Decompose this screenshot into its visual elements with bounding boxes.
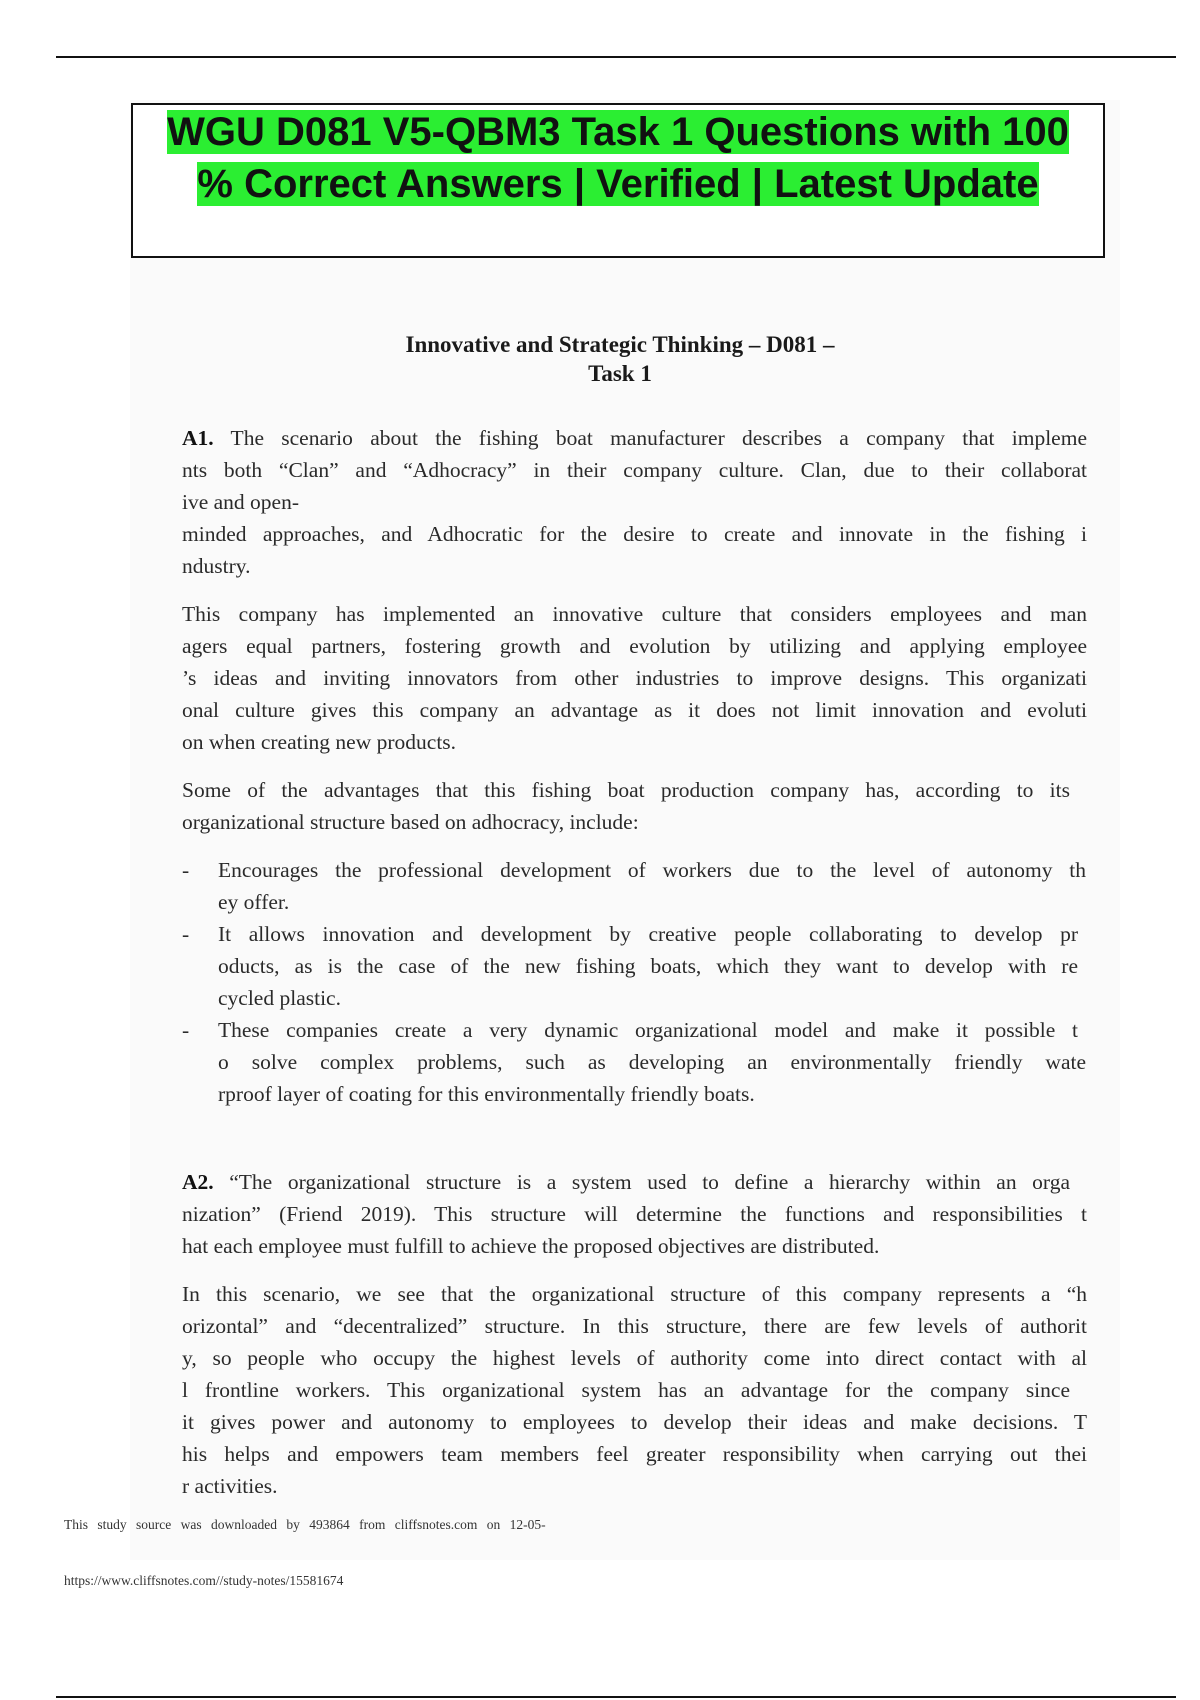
top-rule xyxy=(56,56,1176,58)
a1-paragraph-3: Some of the advantages that this fishing boat production company has, according to its organizational structure based on adhocracy, include: xyxy=(182,778,1070,834)
section-heading-line-2: Task 1 xyxy=(588,361,652,386)
a2-label: A2. xyxy=(182,1170,214,1194)
a2-paragraph-1: A2. “The organizational structure is a system used to define a hierarchy within an orga nization” (Friend 2019). This structure will determine the functions and responsibilities t hat each employee must fulfill to achieve the proposed objectives are distributed. xyxy=(182,1170,1087,1258)
section-heading xyxy=(180,330,1060,388)
list-item: - It allows innovation and development by creative people collaborating to develop pr oducts, as is the case of the new fishing boats, which they want to develop with re cycled plastic. xyxy=(182,922,1078,1010)
document-title-box xyxy=(131,103,1105,258)
download-source-note: This study source was downloaded by 493864 from cliffsnotes.com on 12-05- xyxy=(64,1517,546,1532)
document-title-line-1: WGU D081 V5-QBM3 Task 1 Questions with 100 xyxy=(167,110,1069,154)
bottom-rule xyxy=(56,1696,1176,1698)
document-title-line-2: % Correct Answers | Verified | Latest Update xyxy=(197,162,1039,206)
advantages-list xyxy=(182,854,1087,1110)
source-url[interactable]: https://www.cliffsnotes.com//study-notes/15581674 xyxy=(64,1573,344,1588)
a2-paragraph-2: In this scenario, we see that the organizational structure of this company represents a “h orizontal” and “decentralized” structure. In this structure, there are few levels of authorit y, so people who occupy the highest levels of authority come into direct contact with al l frontline workers. This organizational system has an advantage for the company since it gives power and autonomy to employees to develop their ideas and make decisions. T his helps and empowers team members feel greater responsibility when carrying out thei r activities. xyxy=(182,1282,1087,1498)
a1-label: A1. xyxy=(182,426,214,450)
a1-paragraph-2: This company has implemented an innovative culture that considers employees and man agers equal partners, fostering growth and evolution by utilizing and applying employee ’s ideas and inviting innovators from other industries to improve designs. This organizati onal culture gives this company an advantage as it does not limit innovation and evoluti on when creating new products. xyxy=(182,602,1087,754)
a1-paragraph-1: A1. The scenario about the fishing boat manufacturer describes a company that impleme nts both “Clan” and “Adhocracy” in their company culture. Clan, due to their collaborat ive and open- minded approaches, and Adhocratic for the desire to create and innovate in the fishing i ndustry. xyxy=(182,426,1087,578)
list-item: - These companies create a very dynamic organizational model and make it possible t o solve complex problems, such as developing an environmentally friendly wate rproof layer of coating for this environmentally friendly boats. xyxy=(182,1018,1086,1106)
document-body xyxy=(182,422,1087,1502)
section-heading-line-1: Innovative and Strategic Thinking – D081 – xyxy=(405,332,835,357)
list-item: - Encourages the professional development of workers due to the level of autonomy th ey offer. xyxy=(182,858,1086,914)
